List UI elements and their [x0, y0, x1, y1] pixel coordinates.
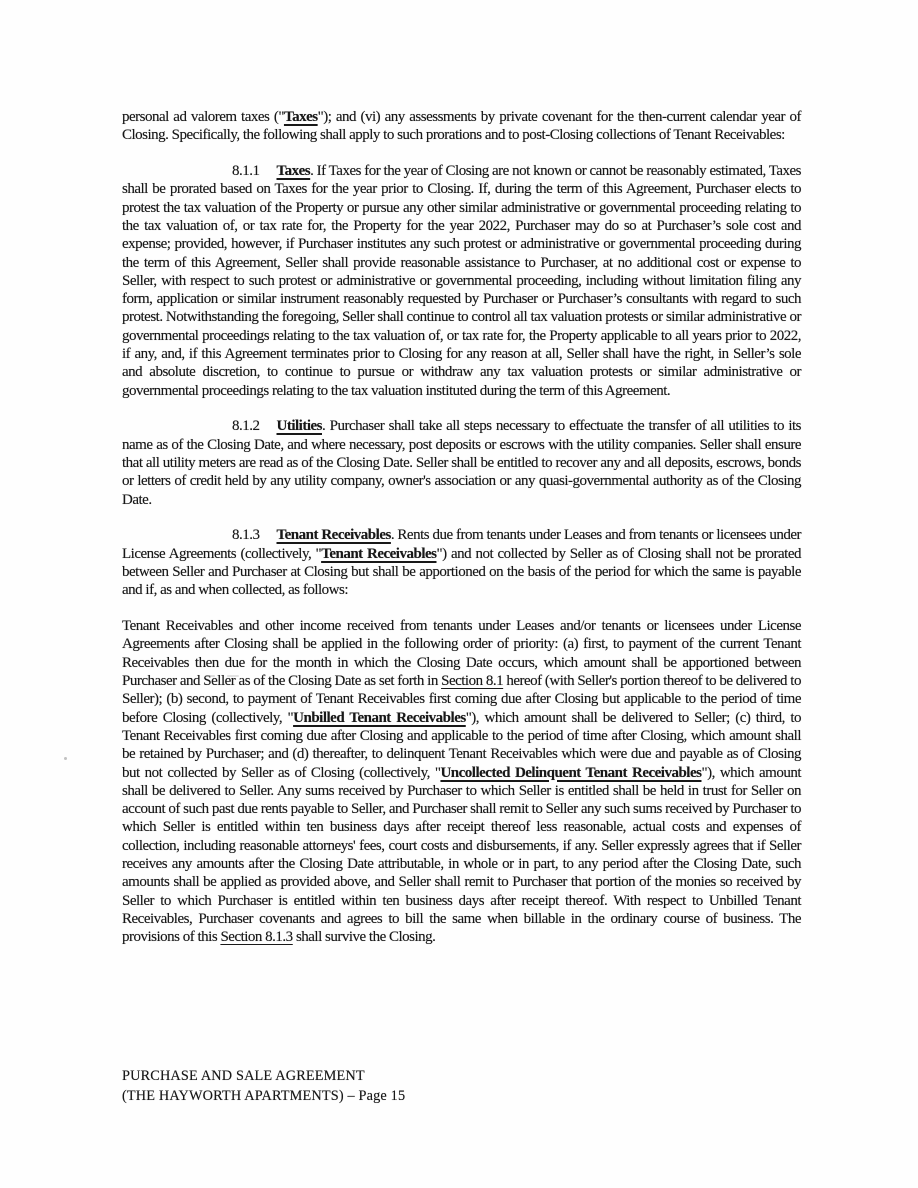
text-segment: Taxes	[276, 163, 311, 180]
scan-speck	[64, 757, 67, 760]
text-segment: Section 8.1	[441, 673, 504, 690]
text-segment: 8.1.3	[232, 527, 260, 544]
text-segment: . If Taxes for the year of Closing are not known or cannot be reasonably estimated, Taxes shall be prorated based on Taxes for the year prior to Closing. If, during the term of this Agreement, Purchaser elects to protest the tax valuation of the Property or pursue any other similar administrative or governmental proceeding relating to the tax valuation of, or tax rate for, the Property for the year 2022, Purchaser may do so at Purchaser’s sole cost and expense; provided, however, if Purchaser institutes any such protest or administrative or governmental proceeding during the term of this Agreement, Seller shall provide reasonable assistance to Purchaser, at no additional cost or expense to Seller, with respect to such protest or administrative or governmental proceeding, including without limitation filing any form, application or similar instrument reasonably requested by Purchaser or Purchaser’s consultants with regard to such protest. Notwithstanding the foregoing, Seller shall continue to control all tax valuation protests or similar administrative or governmental proceedings relating to the tax valuation of, or tax rate for, the Property applicable to all years prior to 2022, if any, and, if this Agreement terminates prior to Closing for any reason at all, Seller shall have the right, in Seller’s sole and absolute discretion, to continue to pursue or withdraw any tax valuation protests or similar administrative or governmental proceedings relating to the tax valuation instituted during the term of this Agreement.	[122, 163, 801, 399]
paragraph-section-8-1-2-utilities	[122, 417, 801, 508]
text-segment: 8.1.1	[232, 163, 260, 180]
text-segment: shall survive the Closing.	[292, 929, 436, 946]
text-segment: Taxes	[283, 109, 318, 125]
page-footer	[122, 1067, 405, 1106]
paragraph-prorations-continuation	[122, 108, 801, 145]
text-segment: Tenant Receivables	[276, 527, 391, 544]
text-segment: . Purchaser shall take all steps necessary to effectuate the transfer of all utilities to its name as of the Closing Date, and where necessary, post deposits or escrows with the utility companies. Seller shall ensure that all utility meters are read as of the Closing Date. Seller shall be entitled to recover any and all deposits, escrows, bonds or letters of credit held by any utility company, owner's association or any quasi-governmental authority as of the Closing Date.	[122, 418, 801, 508]
text-segment: Utilities	[276, 418, 322, 435]
text-segment: "), which amount shall be delivered to Seller. Any sums received by Purchaser to which Seller is entitled shall be held in trust for Seller on account of such past due rents payable to Seller, and Purchaser shall remit to Seller any such sums received by Purchaser to which Seller is entitled within ten business days after receipt thereof less reasonable, actual costs and expenses of collection, including reasonable attorneys' fees, court costs and disbursements, if any. Seller expressly agrees that if Seller receives any amounts after the Closing Date attributable, in whole or in part, to any period after the Closing Date, such amounts shall be applied as provided above, and Seller shall remit to Purchaser that portion of the monies so received by Seller to which Purchaser is entitled within ten business days after receipt thereof. With respect to Unbilled Tenant Receivables, Purchaser covenants and agrees to bill the same when billable in the ordinary course of business. The provisions of this	[122, 764, 801, 946]
paragraph-tenant-receivables-priority	[122, 617, 801, 946]
text-segment: hereof (with Seller's portion thereof to be delivered to Seller); (b) second, to payment of Tenant Receivables first coming due after Closing but applicable to the period of time before Closing (collectively, "	[122, 673, 801, 726]
paragraph-section-8-1-1-taxes	[122, 162, 801, 400]
footer-agreement-title: PURCHASE AND SALE AGREEMENT	[122, 1068, 365, 1084]
text-segment: Tenant Receivables and other income received from tenants under Leases and/or tenants or licensees under License Agreements after Closing shall be applied in the following order of priority: (a) first, to payment of the current Tenant Receivables then due for the month in which the Closing Date occurs, which amount shall be apportioned between Purchaser and Seller as of the Closing Date as set forth in	[122, 618, 801, 690]
text-segment: Unbilled Tenant Receivables	[293, 709, 466, 726]
text-segment: Tenant Receivables	[321, 545, 437, 562]
footer-page-number: (THE HAYWORTH APARTMENTS) – Page 15	[122, 1087, 406, 1104]
text-segment: 8.1.2	[232, 418, 260, 435]
text-segment: personal ad valorem taxes ("	[122, 109, 284, 125]
text-segment: ") and not collected by Seller as of Closing shall not be prorated between Seller and Purchaser at Closing but shall be apportioned on the basis of the period for which the same is payable and if, as and when collected, as follows:	[122, 545, 801, 599]
text-segment: Uncollected Delinquent Tenant Receivables	[440, 764, 702, 781]
text-segment: Section 8.1.3	[220, 929, 293, 946]
scan-speck	[205, 675, 215, 677]
text-segment: . Rents due from tenants under Leases and from tenants or licensees under License Agreements (collectively, "	[122, 527, 801, 562]
text-segment: "), which amount shall be delivered to Seller; (c) third, to Tenant Receivables first coming due after Closing and applicable to the period of time after Closing, which amount shall be retained by Purchaser; and (d) thereafter, to delinquent Tenant Receivables which were due and payable as of Closing but not collected by Seller as of Closing (collectively, "	[122, 709, 801, 781]
text-segment: "); and (vi) any assessments by private covenant for the then-current calendar year of Closing. Specifically, the following shall apply to such prorations and to post-Closing collections of Tenant Receivables:	[122, 109, 802, 144]
scan-speck	[227, 675, 239, 677]
document-body	[122, 108, 801, 964]
paragraph-section-8-1-3-tenant-receivables	[122, 526, 801, 599]
